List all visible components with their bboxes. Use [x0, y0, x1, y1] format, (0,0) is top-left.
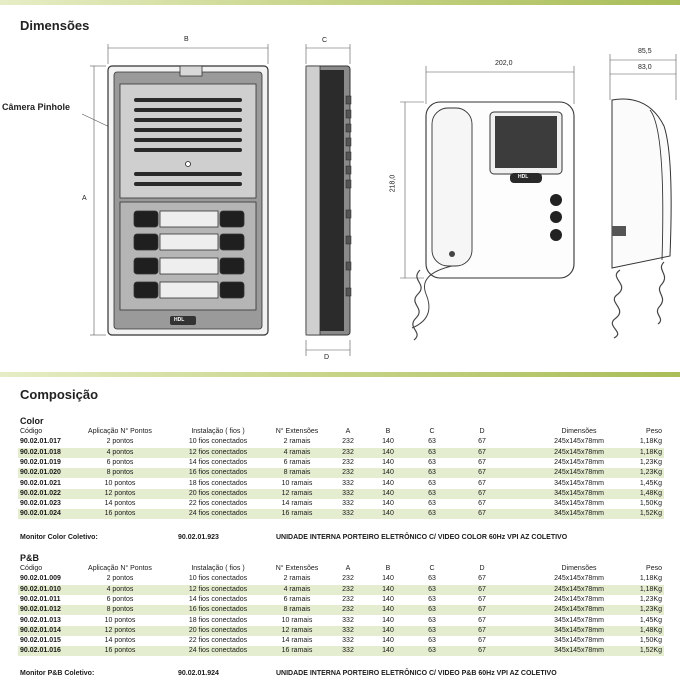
- table-cell: 140: [382, 500, 394, 508]
- column-header: Instalação ( fios ): [191, 565, 245, 572]
- panel-brand-logo: HDL: [174, 317, 185, 323]
- pb-footer-description: UNIDADE INTERNA PORTEIRO ELETRÔNICO C/ VIDEO P&B 60Hz VPI AZ COLETIVO: [276, 670, 557, 677]
- table-cell: 140: [382, 637, 394, 645]
- table-cell: 140: [382, 479, 394, 487]
- table-cell: 140: [382, 647, 394, 655]
- table-cell: 63: [428, 489, 436, 497]
- table-cell: 20 fios conectados: [188, 489, 248, 497]
- table-cell: 8 ramais: [283, 606, 311, 614]
- table-row: [18, 595, 664, 605]
- section-title-dimensions: Dimensões: [20, 18, 90, 33]
- table-cell: 63: [428, 448, 436, 456]
- table-row: [18, 605, 664, 615]
- panel-front-view: [108, 66, 268, 335]
- table-cell: 67: [478, 616, 486, 624]
- table-cell: 16 ramais: [281, 510, 313, 518]
- table-cell: 345x145x78mm: [554, 510, 604, 518]
- composition-accent-band: [0, 372, 680, 377]
- table-cell: 332: [342, 616, 354, 624]
- pinhole-camera-icon: [186, 162, 191, 167]
- table-cell: 1,48Kg: [639, 489, 662, 497]
- table-cell: 14 fios conectados: [188, 458, 248, 466]
- table-cell: 1,23Kg: [639, 606, 662, 614]
- column-header: Peso: [646, 565, 662, 572]
- monitor-brand-logo: HDL: [518, 174, 529, 180]
- column-header: B: [385, 428, 391, 435]
- table-cell: 140: [382, 575, 394, 583]
- table-cell: 63: [428, 585, 436, 593]
- table-cell: 18 fios conectados: [188, 479, 248, 487]
- table-cell: 2 pontos: [106, 575, 134, 583]
- table-cell: 67: [478, 585, 486, 593]
- color-table-title: Color: [20, 416, 44, 426]
- table-cell: 140: [382, 616, 394, 624]
- column-header: N° Extensões: [275, 428, 319, 435]
- table-cell: 24 fios conectados: [188, 510, 248, 518]
- table-cell: 245x145x78mm: [554, 458, 604, 466]
- table-cell: 63: [428, 637, 436, 645]
- table-cell: 63: [428, 606, 436, 614]
- table-cell: 232: [342, 575, 354, 583]
- table-cell: 10 pontos: [104, 479, 136, 487]
- table-cell: 18 fios conectados: [188, 616, 248, 624]
- table-cell: 67: [478, 637, 486, 645]
- table-cell: 67: [478, 489, 486, 497]
- column-header: Peso: [646, 428, 662, 435]
- table-cell: 245x145x78mm: [554, 448, 604, 456]
- table-cell: 1,23Kg: [639, 458, 662, 466]
- table-cell: 90.02.01.014: [20, 626, 61, 634]
- pb-table-title: P&B: [20, 553, 40, 563]
- table-row: [18, 458, 664, 468]
- column-header: Aplicação N° Pontos: [88, 428, 152, 435]
- table-cell: 90.02.01.017: [20, 438, 61, 446]
- table-cell: 345x145x78mm: [554, 647, 604, 655]
- table-cell: 90.02.01.022: [20, 489, 61, 497]
- table-cell: 67: [478, 458, 486, 466]
- table-cell: 6 ramais: [283, 458, 311, 466]
- monitor-side-view: [610, 54, 676, 338]
- table-cell: 1,48Kg: [639, 626, 662, 634]
- table-cell: 14 pontos: [104, 500, 136, 508]
- table-cell: 245x145x78mm: [554, 438, 604, 446]
- table-row: [18, 616, 664, 626]
- table-cell: 63: [428, 469, 436, 477]
- column-header: Código: [20, 428, 43, 435]
- table-cell: 8 pontos: [106, 469, 134, 477]
- column-header: N° Extensões: [275, 565, 319, 572]
- table-cell: 90.02.01.009: [20, 575, 61, 583]
- table-cell: 67: [478, 510, 486, 518]
- table-cell: 63: [428, 647, 436, 655]
- table-cell: 1,45Kg: [639, 479, 662, 487]
- table-cell: 332: [342, 489, 354, 497]
- monitor-height-label: 218,0: [389, 174, 397, 193]
- table-cell: 67: [478, 595, 486, 603]
- table-cell: 6 ramais: [283, 595, 311, 603]
- table-cell: 332: [342, 479, 354, 487]
- table-cell: 10 fios conectados: [188, 438, 248, 446]
- table-cell: 12 fios conectados: [188, 448, 248, 456]
- column-header: D: [479, 428, 485, 435]
- table-row: [18, 646, 664, 656]
- table-cell: 22 fios conectados: [188, 500, 248, 508]
- table-cell: 1,18Kg: [639, 438, 662, 446]
- table-cell: 245x145x78mm: [554, 606, 604, 614]
- table-cell: 1,50Kg: [639, 637, 662, 645]
- table-row: [18, 448, 664, 458]
- table-cell: 67: [478, 575, 486, 583]
- table-cell: 345x145x78mm: [554, 479, 604, 487]
- table-cell: 67: [478, 647, 486, 655]
- table-cell: 90.02.01.012: [20, 606, 61, 614]
- table-cell: 1,50Kg: [639, 500, 662, 508]
- table-cell: 1,18Kg: [639, 585, 662, 593]
- table-cell: 140: [382, 438, 394, 446]
- table-header-row: [18, 427, 664, 437]
- table-cell: 16 fios conectados: [188, 469, 248, 477]
- column-header: Instalação ( fios ): [191, 428, 245, 435]
- table-cell: 140: [382, 510, 394, 518]
- table-cell: 63: [428, 575, 436, 583]
- table-cell: 63: [428, 500, 436, 508]
- table-cell: 90.02.01.020: [20, 469, 61, 477]
- table-cell: 10 ramais: [281, 479, 313, 487]
- table-cell: 345x145x78mm: [554, 626, 604, 634]
- column-header: Dimensões: [561, 428, 597, 435]
- table-cell: 12 ramais: [281, 489, 313, 497]
- table-cell: 12 pontos: [104, 489, 136, 497]
- table-cell: 1,18Kg: [639, 448, 662, 456]
- table-cell: 140: [382, 585, 394, 593]
- table-row: [18, 479, 664, 489]
- table-cell: 1,23Kg: [639, 595, 662, 603]
- table-row: [18, 499, 664, 509]
- table-cell: 20 fios conectados: [188, 626, 248, 634]
- table-cell: 63: [428, 626, 436, 634]
- table-row: [18, 574, 664, 584]
- monitor-width-label: 202,0: [495, 60, 513, 67]
- table-cell: 232: [342, 606, 354, 614]
- table-cell: 12 pontos: [104, 626, 136, 634]
- column-header: Aplicação N° Pontos: [88, 565, 152, 572]
- table-cell: 4 ramais: [283, 448, 311, 456]
- table-cell: 232: [342, 595, 354, 603]
- table-cell: 10 ramais: [281, 616, 313, 624]
- column-header: B: [385, 565, 391, 572]
- table-cell: 332: [342, 647, 354, 655]
- monitor-depth-label-2: 83,0: [638, 64, 652, 71]
- table-cell: 63: [428, 616, 436, 624]
- table-row: [18, 489, 664, 499]
- dimension-label-a: A: [82, 195, 87, 202]
- table-cell: 12 fios conectados: [188, 585, 248, 593]
- table-cell: 4 ramais: [283, 585, 311, 593]
- table-cell: 232: [342, 438, 354, 446]
- table-cell: 67: [478, 606, 486, 614]
- table-cell: 345x145x78mm: [554, 500, 604, 508]
- table-cell: 4 pontos: [106, 585, 134, 593]
- column-header: Código: [20, 565, 43, 572]
- table-cell: 16 pontos: [104, 510, 136, 518]
- table-cell: 1,23Kg: [639, 469, 662, 477]
- table-cell: 90.02.01.019: [20, 458, 61, 466]
- table-cell: 6 pontos: [106, 595, 134, 603]
- color-footer-code: 90.02.01.923: [178, 534, 219, 541]
- table-header-row: [18, 564, 664, 574]
- table-cell: 63: [428, 595, 436, 603]
- column-header: Dimensões: [561, 565, 597, 572]
- table-cell: 232: [342, 585, 354, 593]
- table-cell: 140: [382, 448, 394, 456]
- column-header: A: [345, 428, 351, 435]
- column-header: D: [479, 565, 485, 572]
- table-row: [18, 585, 664, 595]
- monitor-front-view: [400, 66, 574, 340]
- table-cell: 140: [382, 626, 394, 634]
- table-cell: 245x145x78mm: [554, 469, 604, 477]
- table-cell: 10 pontos: [104, 616, 136, 624]
- table-cell: 67: [478, 479, 486, 487]
- color-footer-description: UNIDADE INTERNA PORTEIRO ELETRÔNICO C/ VIDEO COLOR 60Hz VPI AZ COLETIVO: [276, 534, 568, 541]
- table-cell: 245x145x78mm: [554, 585, 604, 593]
- table-cell: 67: [478, 448, 486, 456]
- table-cell: 1,45Kg: [639, 616, 662, 624]
- table-cell: 67: [478, 469, 486, 477]
- table-cell: 14 fios conectados: [188, 595, 248, 603]
- table-cell: 90.02.01.023: [20, 500, 61, 508]
- table-cell: 245x145x78mm: [554, 575, 604, 583]
- table-cell: 140: [382, 469, 394, 477]
- table-cell: 6 pontos: [106, 458, 134, 466]
- table-cell: 90.02.01.021: [20, 479, 61, 487]
- table-cell: 90.02.01.011: [20, 595, 61, 603]
- pb-footer-label: Monitor P&B Coletivo:: [20, 670, 95, 677]
- table-row: [18, 636, 664, 646]
- table-cell: 345x145x78mm: [554, 616, 604, 624]
- table-cell: 140: [382, 458, 394, 466]
- table-cell: 2 pontos: [106, 438, 134, 446]
- table-cell: 8 ramais: [283, 469, 311, 477]
- table-cell: 22 fios conectados: [188, 637, 248, 645]
- table-cell: 14 ramais: [281, 637, 313, 645]
- table-row: [18, 509, 664, 519]
- table-cell: 232: [342, 448, 354, 456]
- table-cell: 245x145x78mm: [554, 595, 604, 603]
- table-cell: 232: [342, 458, 354, 466]
- table-cell: 1,52Kg: [639, 510, 662, 518]
- table-cell: 332: [342, 637, 354, 645]
- column-header: C: [429, 428, 435, 435]
- table-cell: 67: [478, 626, 486, 634]
- table-cell: 67: [478, 438, 486, 446]
- table-cell: 90.02.01.024: [20, 510, 61, 518]
- table-cell: 63: [428, 510, 436, 518]
- table-cell: 12 ramais: [281, 626, 313, 634]
- dimension-label-b: B: [184, 36, 189, 43]
- table-cell: 14 ramais: [281, 500, 313, 508]
- table-cell: 63: [428, 458, 436, 466]
- table-cell: 24 fios conectados: [188, 647, 248, 655]
- table-cell: 332: [342, 510, 354, 518]
- table-cell: 140: [382, 606, 394, 614]
- table-cell: 140: [382, 489, 394, 497]
- table-cell: 16 fios conectados: [188, 606, 248, 614]
- table-cell: 63: [428, 438, 436, 446]
- table-cell: 1,18Kg: [639, 575, 662, 583]
- table-cell: 90.02.01.016: [20, 647, 61, 655]
- table-row: [18, 468, 664, 478]
- table-row: [18, 437, 664, 447]
- table-cell: 90.02.01.013: [20, 616, 61, 624]
- dimension-label-c: C: [322, 37, 328, 44]
- camera-pinhole-label: Câmera Pinhole: [2, 102, 71, 112]
- table-row: [18, 626, 664, 636]
- table-cell: 90.02.01.018: [20, 448, 61, 456]
- dimension-label-d: D: [324, 354, 330, 361]
- table-cell: 140: [382, 595, 394, 603]
- panel-side-view: [306, 44, 351, 356]
- table-cell: 232: [342, 469, 354, 477]
- table-cell: 90.02.01.015: [20, 637, 61, 645]
- table-cell: 2 ramais: [283, 575, 311, 583]
- table-cell: 345x145x78mm: [554, 489, 604, 497]
- table-cell: 345x145x78mm: [554, 637, 604, 645]
- table-cell: 10 fios conectados: [188, 575, 248, 583]
- table-cell: 90.02.01.010: [20, 585, 61, 593]
- monitor-depth-label-1: 85,5: [638, 48, 652, 55]
- color-footer-label: Monitor Color Coletivo:: [20, 534, 98, 541]
- table-cell: 4 pontos: [106, 448, 134, 456]
- column-header: A: [345, 565, 351, 572]
- table-cell: 332: [342, 500, 354, 508]
- table-cell: 16 pontos: [104, 647, 136, 655]
- table-cell: 2 ramais: [283, 438, 311, 446]
- column-header: C: [429, 565, 435, 572]
- section-title-composition: Composição: [20, 387, 99, 402]
- table-cell: 14 pontos: [104, 637, 136, 645]
- table-cell: 67: [478, 500, 486, 508]
- table-cell: 63: [428, 479, 436, 487]
- table-cell: 332: [342, 626, 354, 634]
- pb-footer-code: 90.02.01.924: [178, 670, 219, 677]
- table-cell: 16 ramais: [281, 647, 313, 655]
- table-cell: 1,52Kg: [639, 647, 662, 655]
- table-cell: 8 pontos: [106, 606, 134, 614]
